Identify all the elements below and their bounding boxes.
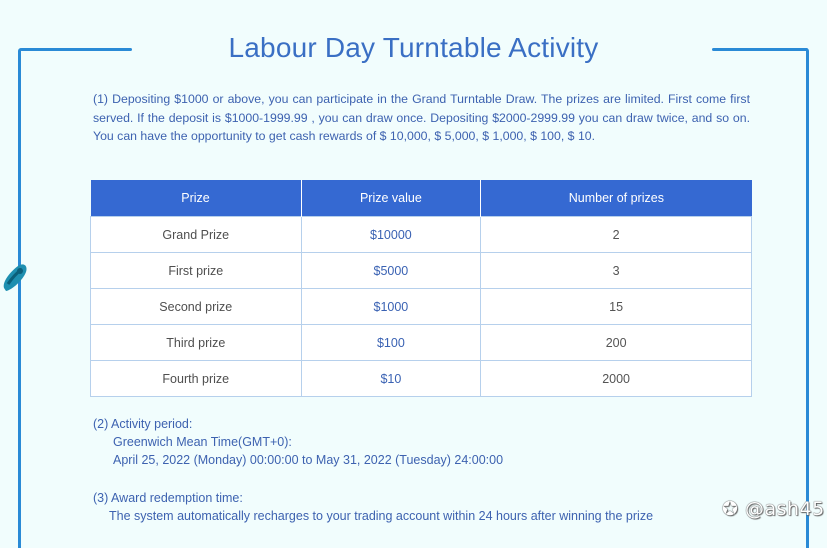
activity-period-timezone: Greenwich Mean Time(GMT+0): — [113, 435, 292, 449]
prize-count: 3 — [481, 253, 752, 289]
frame-left-border — [18, 48, 21, 548]
prize-name: Third prize — [91, 325, 302, 361]
prize-name: Fourth prize — [91, 361, 302, 397]
watermark-logo-icon: ✪ — [722, 498, 739, 520]
prize-name: Grand Prize — [91, 217, 302, 253]
table-header-row — [91, 180, 752, 217]
prize-count: 2000 — [481, 361, 752, 397]
prize-value: $5000 — [301, 253, 481, 289]
prize-value: $100 — [301, 325, 481, 361]
intro-paragraph: (1) Depositing $1000 or above, you can participate in the Grand Turntable Draw. The prizes are limited. First come first served. If the deposit is $1000-1999.99 , you can draw once. Depositing $2000-2999.99 you can draw twice, and so on. You can have the opportunity to get cash rewards of $ 10,000, $ 5,000, $ 1,000, $ 100, $ 10. — [93, 92, 750, 143]
prize-name: Second prize — [91, 289, 302, 325]
table-row — [91, 289, 752, 325]
table-row — [91, 325, 752, 361]
redemption-section — [93, 489, 653, 525]
frame-right-border — [806, 48, 809, 548]
prize-count: 15 — [481, 289, 752, 325]
prize-value: $10 — [301, 361, 481, 397]
activity-period-section — [93, 415, 503, 469]
redemption-heading: (3) Award redemption time: — [93, 491, 243, 505]
prize-value: $10000 — [301, 217, 481, 253]
page-title: Labour Day Turntable Activity — [228, 32, 599, 63]
prize-count: 2 — [481, 217, 752, 253]
prize-count: 200 — [481, 325, 752, 361]
header-number-of-prizes: Number of prizes — [481, 180, 752, 217]
header-prize: Prize — [91, 180, 302, 217]
slipper-decoration-icon — [0, 258, 30, 296]
table-row — [91, 253, 752, 289]
header-prize-value: Prize value — [301, 180, 481, 217]
watermark-text: @ash45 — [744, 498, 825, 520]
watermark — [722, 498, 825, 520]
activity-period-heading: (2) Activity period: — [93, 417, 193, 431]
prize-table — [90, 180, 752, 397]
table-row — [91, 361, 752, 397]
prize-name: First prize — [91, 253, 302, 289]
redemption-text: The system automatically recharges to your trading account within 24 hours after winning the prize — [109, 509, 654, 523]
prize-value: $1000 — [301, 289, 481, 325]
activity-period-range: April 25, 2022 (Monday) 00:00:00 to May 31, 2022 (Tuesday) 24:00:00 — [113, 453, 504, 467]
table-row — [91, 217, 752, 253]
